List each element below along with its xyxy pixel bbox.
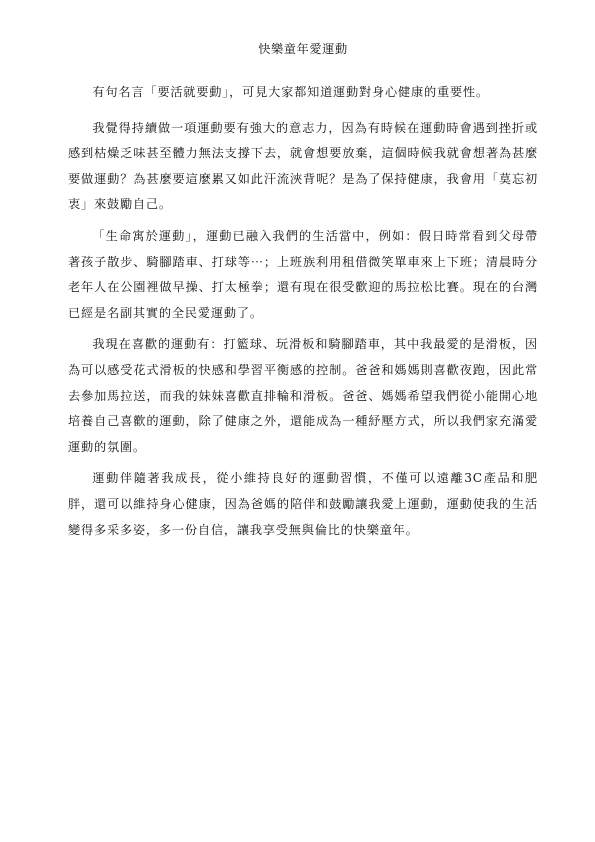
paragraph-3: 「生命寓於運動」，運動已融入我們的生活當中，例如：假日時常看到父母帶著孩子散步、騎腳踏車、打球等⋯；上班族利用租借微笑單車來上下班；清晨時分老年人在公園裡做早操、打太極拳；還有現在很受歡迎的馬拉松比賽。現在的台灣已經是名副其實的全民愛運動了。: [68, 228, 538, 320]
paragraph-1: 有句名言「要活就要動」，可見大家都知道運動對身心健康的重要性。: [92, 85, 489, 99]
paragraph-5: 運動伴隨著我成長，從小維持良好的運動習慣，不僅可以遠離3C產品和肥胖，還可以維持身心健康，因為爸媽的陪伴和鼓勵讓我愛上運動，運動使我的生活變得多采多姿，多一份自信，讓我享受無與倫比的快樂童年。: [68, 471, 538, 537]
paragraph-4: 我現在喜歡的運動有：打籃球、玩滑板和騎腳踏車，其中我最愛的是滑板，因為可以感受花式滑板的快感和學習平衡感的控制。爸爸和媽媽則喜歡夜跑，因此常去參加馬拉送，而我的妹妹喜歡直排輪和滑板。爸爸、媽媽希望我們從小能開心地培養自己喜歡的運動，除了健康之外，還能成為一種紓壓方式，所以我們家充滿愛運動的氛圍。: [68, 337, 538, 454]
paragraph-2: 我覺得持續做一項運動要有強大的意志力，因為有時候在運動時會遇到挫折或感到枯燥乏味甚至體力無法支撐下去，就會想要放棄，這個時候我就會想著為甚麼要做運動？為甚麼要這麼累又如此汗流浹背呢？是為了保持健康，我會用「莫忘初衷」來鼓勵自己。: [68, 120, 538, 212]
document-title: 快樂童年愛運動: [258, 42, 348, 56]
